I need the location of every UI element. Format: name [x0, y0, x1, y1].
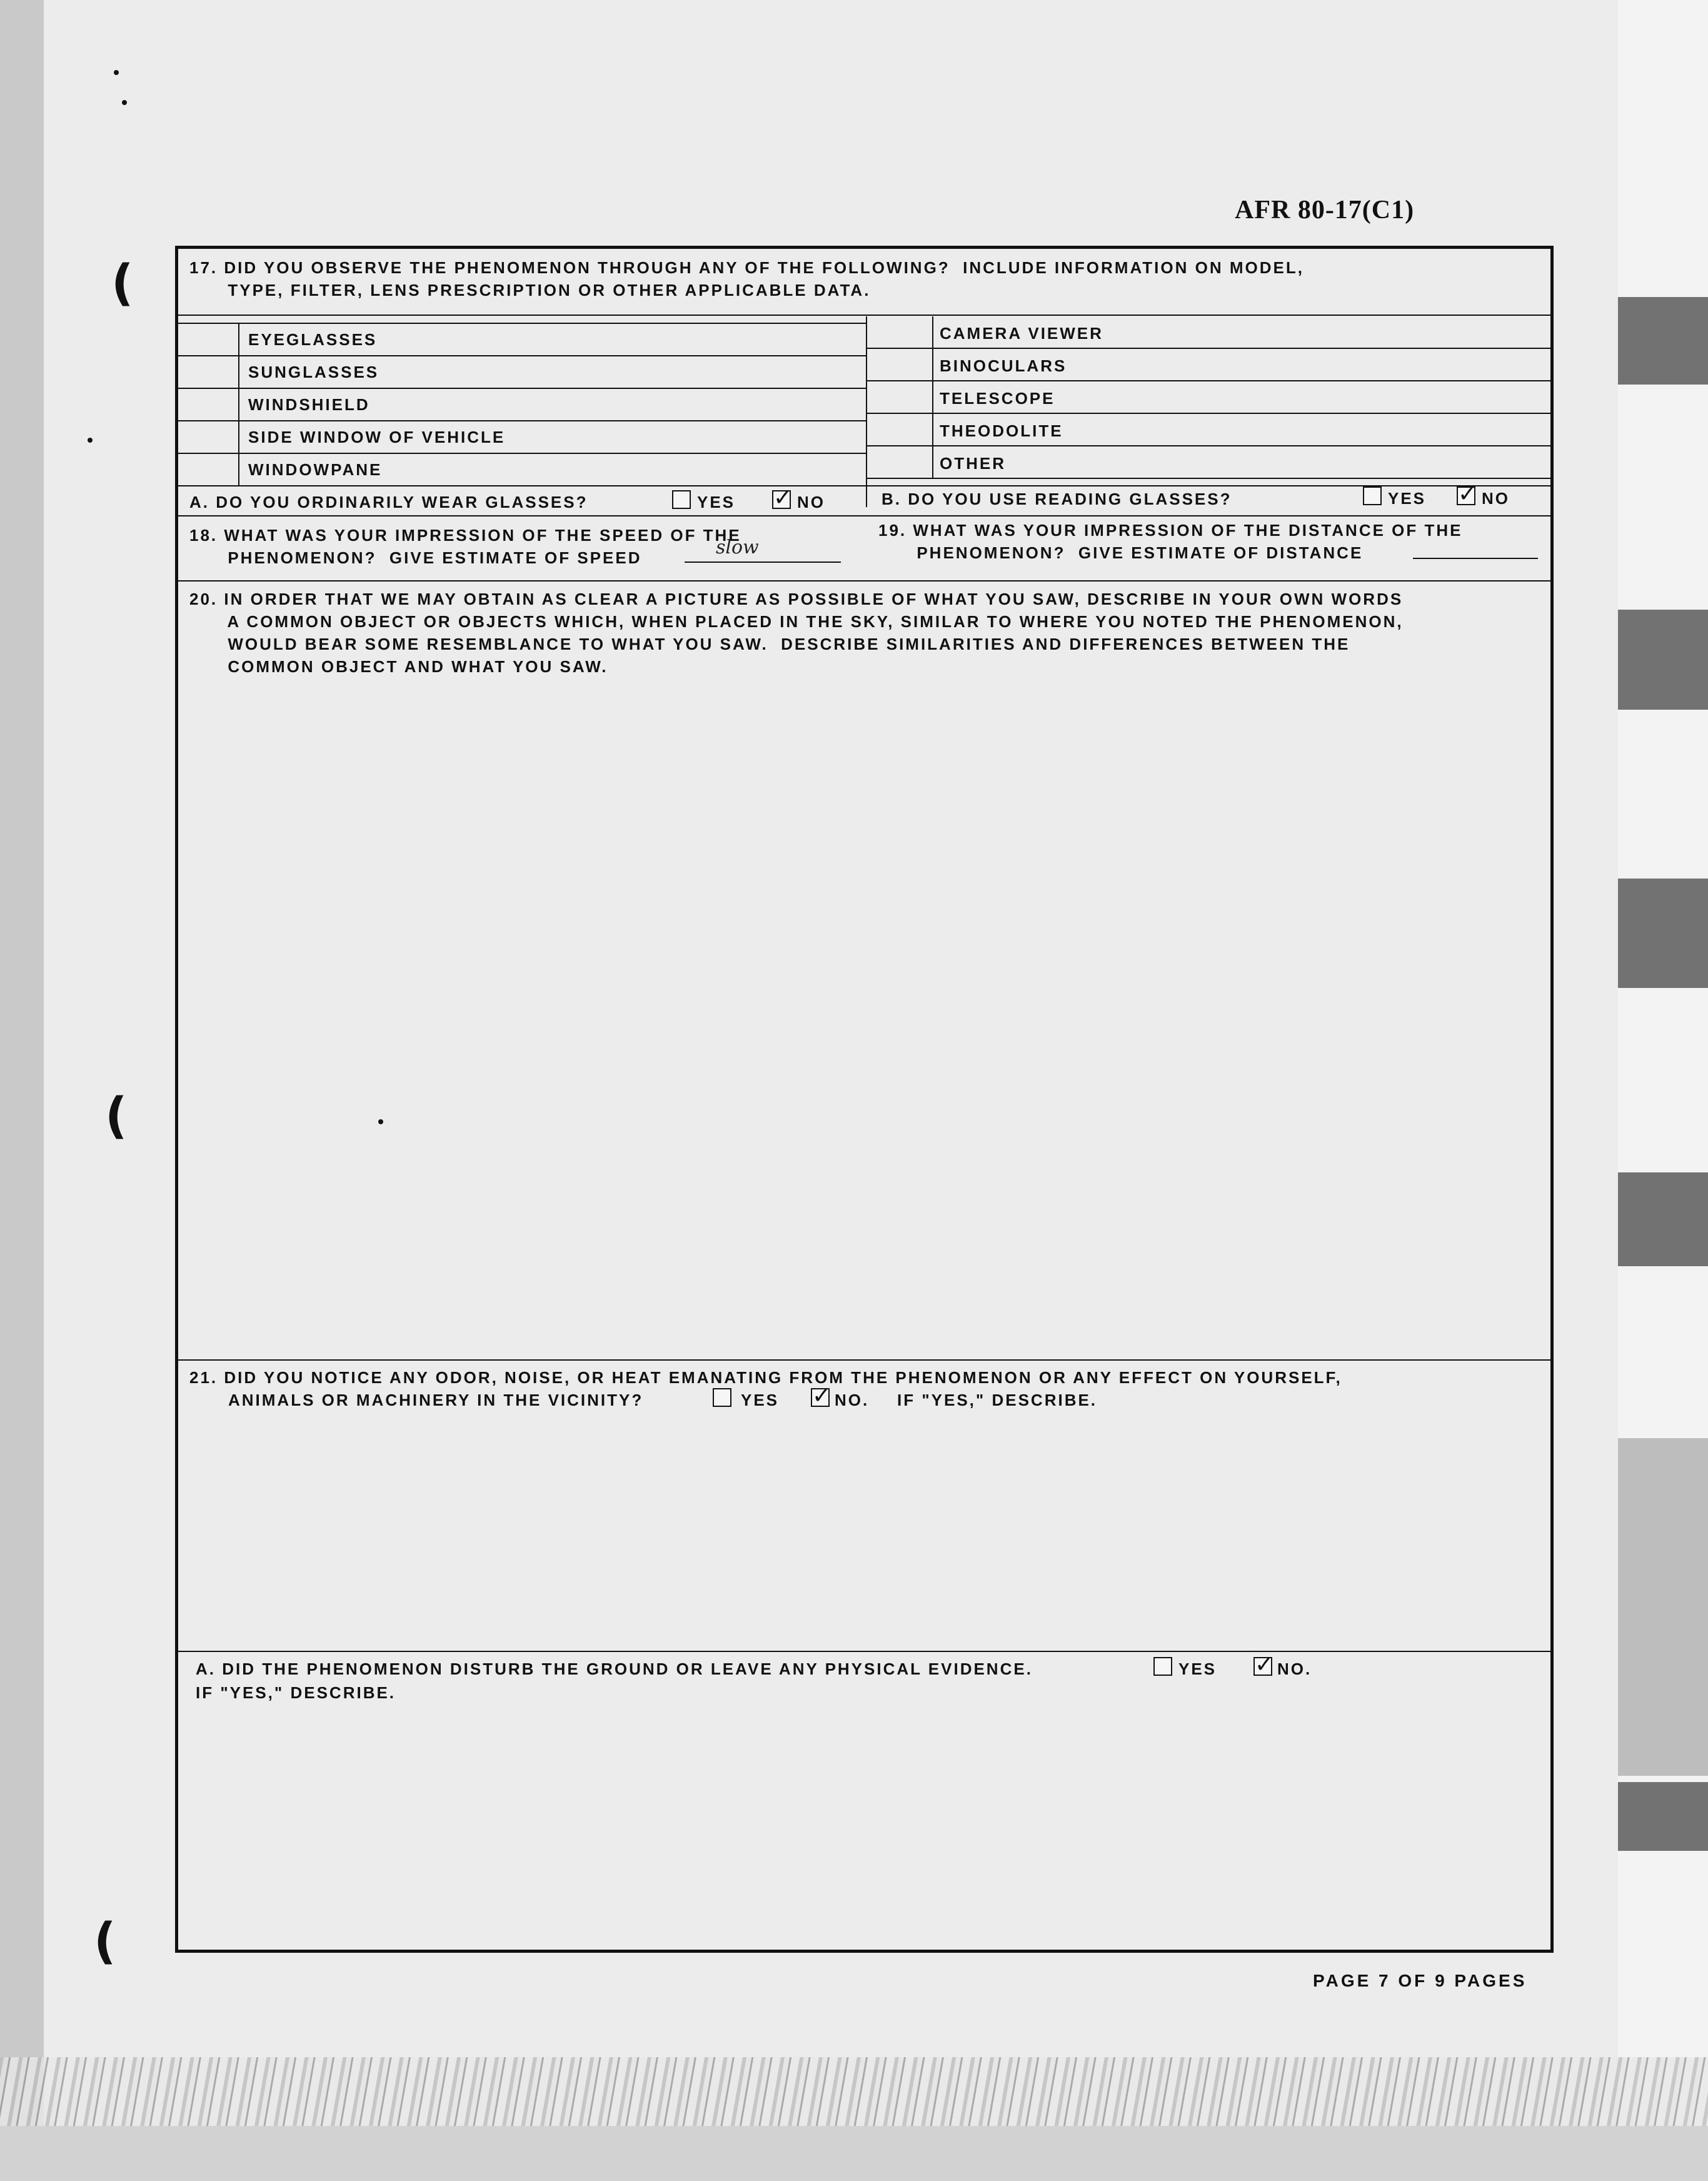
q17b-yes-checkbox[interactable] [1363, 486, 1382, 505]
q17a-no-label: NO [797, 493, 825, 511]
q19-text: 19. WHAT WAS YOUR IMPRESSION OF THE DISTANCE OF THE PHENOMENON? GIVE ESTIMATE OF DISTANCE [878, 521, 1463, 562]
q21-yes-checkbox[interactable] [713, 1388, 731, 1407]
form-code: AFR 80-17(C1) [1235, 196, 1415, 224]
q19-answer-line [1413, 558, 1538, 559]
row-rule [178, 355, 866, 356]
scan-speck [114, 70, 119, 75]
row-rule [178, 420, 866, 421]
row-rule [178, 323, 866, 324]
section-rule [178, 515, 1554, 516]
row-rule [178, 388, 866, 389]
q17-text: 17. DID YOU OBSERVE THE PHENOMENON THROUGH ANY OF THE FOLLOWING? INCLUDE INFORMATION ON MODEL, TYPE, FILTER, LENS PRESCRIPTION OR OTHER APPLICABLE DATA. [189, 258, 1304, 300]
q17-item-binoculars: BINOCULARS [940, 356, 1067, 375]
scan-edge-strip [1618, 0, 1708, 2181]
q18-handwritten-answer[interactable]: slow [716, 536, 759, 558]
row-rule [866, 380, 1554, 381]
binder-hole-mark: ( [111, 255, 134, 311]
q17-item-sunglasses: SUNGLASSES [248, 363, 379, 381]
q17-item-side-window: SIDE WINDOW OF VEHICLE [248, 428, 506, 446]
q17-item-other: OTHER [940, 454, 1006, 473]
q21a-text-line2: IF "YES," DESCRIBE. [196, 1683, 396, 1702]
q17-item-windshield: WINDSHIELD [248, 395, 370, 414]
row-rule [178, 485, 1554, 486]
row-rule [866, 348, 1554, 349]
q21a-no-checkbox[interactable] [1253, 1657, 1272, 1676]
section-rule [178, 1359, 1554, 1361]
q21a-yes-label: YES [1178, 1660, 1217, 1678]
row-rule [866, 413, 1554, 414]
q17a-no-checkbox[interactable] [772, 490, 791, 509]
q17b-no-checkbox[interactable] [1457, 486, 1475, 505]
q17a-yes-checkbox[interactable] [672, 490, 691, 509]
scan-bottom-margin [0, 2126, 1708, 2181]
row-rule [178, 453, 866, 454]
q21a-text-line1: A. DID THE PHENOMENON DISTURB THE GROUND OR LEAVE ANY PHYSICAL EVIDENCE. [196, 1660, 1033, 1678]
q18-text: 18. WHAT WAS YOUR IMPRESSION OF THE SPEED OF THE PHENOMENON? GIVE ESTIMATE OF SPEED [189, 526, 741, 567]
q17-item-camera-viewer: CAMERA VIEWER [940, 324, 1103, 343]
q21-yes-label: YES [741, 1391, 780, 1409]
q17b-text: B. DO YOU USE READING GLASSES? [882, 490, 1232, 508]
q17-item-telescope: TELESCOPE [940, 389, 1055, 408]
q21a-yes-checkbox[interactable] [1153, 1657, 1172, 1676]
section-rule [178, 1651, 1554, 1652]
scan-speck [122, 100, 127, 105]
left-check-column-rule [238, 323, 239, 486]
q21-text-line1: 21. DID YOU NOTICE ANY ODOR, NOISE, OR HEAT EMANATING FROM THE PHENOMENON OR ANY EFFECT ON YOURSELF, [189, 1368, 1342, 1387]
scan-noise-band [0, 2057, 1708, 2126]
q17b-yes-label: YES [1388, 489, 1427, 508]
q20-text: 20. IN ORDER THAT WE MAY OBTAIN AS CLEAR A PICTURE AS POSSIBLE OF WHAT YOU SAW, DESCRIBE IN YOUR OWN WORDS A COMMON OBJECT OR OBJECTS WHICH, WHEN PLACED IN THE SKY, SIMILAR TO WHERE YOU NOTED THE PHENOMENON, WOULD BEAR SOME RESEMBLANCE TO WHAT YOU SAW. DESCRIBE SIMILARITIES AND DIFFERENCES BETWEEN THE COMMON OBJECT AND WHAT YOU SAW. [189, 590, 1404, 676]
right-check-column-rule [932, 316, 933, 479]
q18-answer-line [685, 562, 841, 563]
q17-item-theodolite: THEODOLITE [940, 421, 1063, 440]
row-rule [866, 478, 1554, 479]
row-rule [866, 445, 1554, 446]
scan-speck [88, 438, 93, 443]
q21-no-label: NO. [835, 1391, 870, 1409]
q17b-no-label: NO [1482, 489, 1510, 508]
q17-item-windowpane: WINDOWPANE [248, 460, 383, 479]
q17-item-eyeglasses: EYEGLASSES [248, 330, 378, 349]
table-top-rule [178, 315, 1554, 316]
binder-hole-mark: ( [105, 1088, 128, 1144]
q21-text-line2: ANIMALS OR MACHINERY IN THE VICINITY? [228, 1391, 644, 1409]
q17a-text: A. DO YOU ORDINARILY WEAR GLASSES? [189, 493, 588, 511]
q21-describe-label: IF "YES," DESCRIBE. [897, 1391, 1098, 1409]
page-number: PAGE 7 OF 9 PAGES [1313, 1971, 1527, 1990]
section-rule [178, 580, 1554, 582]
q17a-yes-label: YES [697, 493, 736, 511]
sighting-questionnaire-form [175, 246, 1554, 1953]
binder-hole-mark: ( [94, 1913, 116, 1970]
q21a-no-label: NO. [1277, 1660, 1312, 1678]
q21-no-checkbox[interactable] [811, 1388, 830, 1407]
